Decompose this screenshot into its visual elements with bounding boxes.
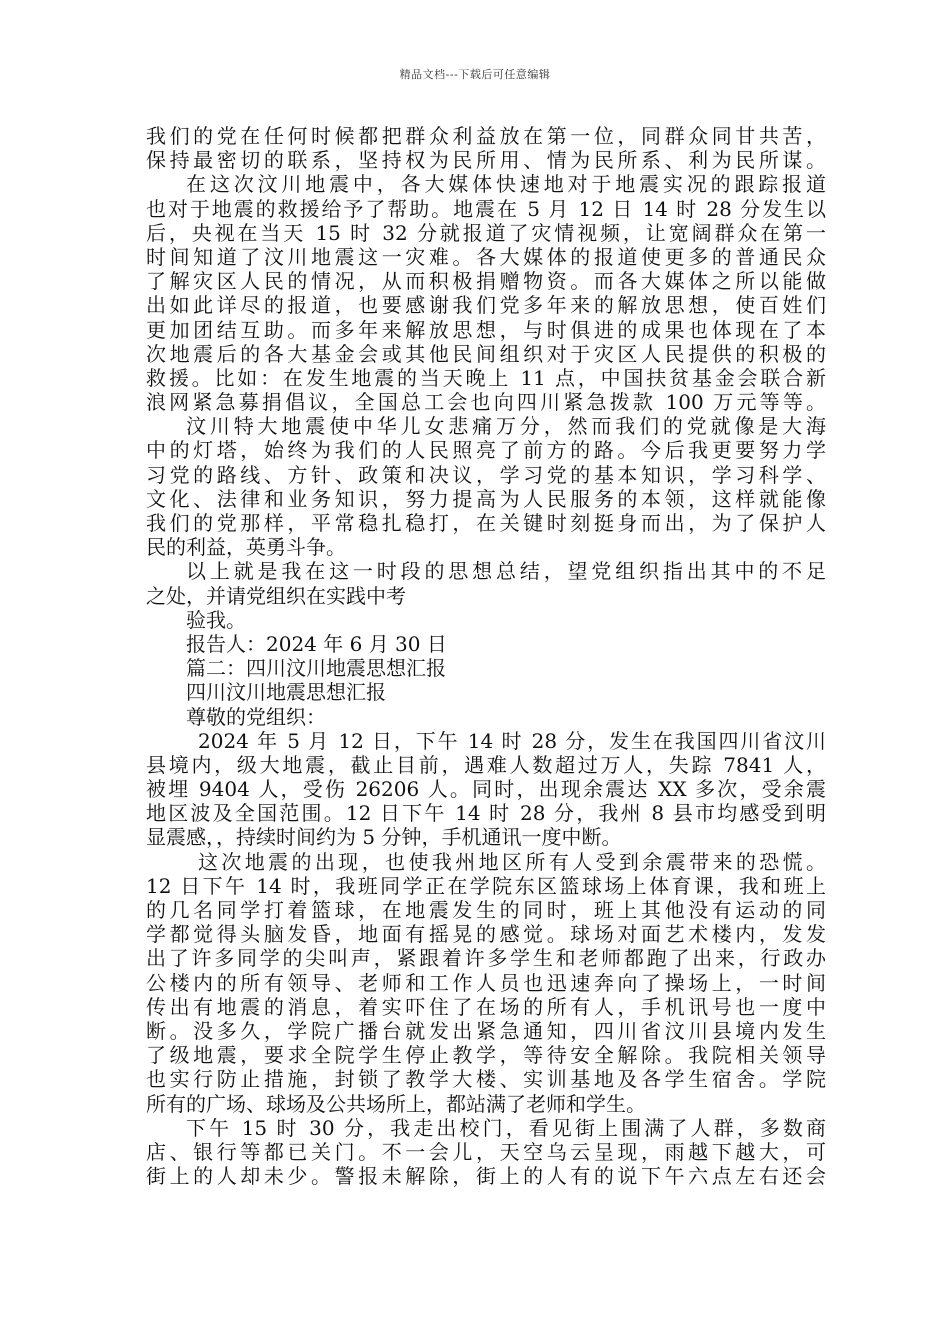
text-line: 报告人：2024 年 6 月 30 日 [186,631,447,656]
text-line: 公楼内的所有领导、老师和工作人员也迅速奔向了操场上，一时间 [146,970,826,995]
text-line: 传出有地震的消息，着实吓住了在场的所有人，手机讯号也一度中 [146,994,826,1019]
text-line: 民的利益，英勇斗争。 [146,535,346,560]
text-line: 出了许多同学的尖叫声，紧跟着许多学生和老师都跑了出来，行政办 [146,946,826,971]
text-line: 了级地震，要求全院学生停止教学，等待安全解除。我院相关领导 [146,1043,826,1068]
text-line: 验我。 [186,607,246,632]
text-line: 更加团结互助。而多年来解放思想，与时俱进的成果也体现在了本 [146,317,826,342]
text-line: 救援。比如：在发生地震的当天晚上 11 点，中国扶贫基金会联合新 [146,365,826,390]
text-line: 被埋 9404 人，受伤 26206 人。同时，出现余震达 XX 多次，受余震 [146,777,826,802]
text-line: 四川汶川地震思想汇报 [186,680,386,705]
text-line: 浪网紧急募捐倡议，全国总工会也向四川紧急拨款 100 万元等等。 [146,390,826,415]
text-line: 显震感，，持续时间约为 5 分钟，手机通讯一度中断。 [146,825,622,850]
text-line: 时间知道了汶川地震这一灾难。各大媒体的报道使更多的普通民众 [146,244,826,269]
text-line: 中的灯塔，始终为我们的人民照亮了前方的路。今后我更要努力学 [146,438,826,463]
text-line: 后，央视在当天 15 时 32 分就报道了灾情视频，让宽阔群众在第一 [146,220,826,245]
text-line: 我们的党在任何时候都把群众利益放在第一位，同群众同甘共苦， [146,124,826,148]
text-line: 街上的人却未少。警报未解除，街上的人有的说下午六点左右还会 [146,1164,826,1189]
page-header: 精品文档---下载后可任意编辑 [399,68,551,81]
text-line: 2024 年 5 月 12 日，下午 14 时 28 分，发生在我国四川省汶川 [198,728,826,753]
text-line: 出如此详尽的报道，也要感谢我们党多年来的解放思想，使百姓们 [146,293,826,318]
text-line: 的几名同学打着篮球，在地震发生的同时，班上其他没有运动的同 [146,898,826,922]
text-line: 下午 15 时 30 分，我走出校门，看见街上围满了人群，多数商 [186,1115,826,1140]
text-line: 我们的党那样，平常稳扎稳打，在关键时刻挺身而出，为了保护人 [146,511,826,535]
text-line: 习党的路线、方针、政策和决议，学习党的基本知识，学习科学、 [146,462,826,487]
text-line: 这次地震的出现，也使我州地区所有人受到余震带来的恐慌。 [198,849,826,874]
text-line: 店、银行等都已关门。不一会儿，天空乌云呈现，雨越下越大，可 [146,1139,826,1164]
text-line: 以上就是我在这一时段的思想总结，望党组织指出其中的不足 [186,559,826,584]
text-line: 地区波及全国范围。12 日下午 14 时 28 分，我州 8 县市均感受到明 [146,801,826,826]
text-line: 学都觉得头脑发昏，地面有摇晃的感觉。球场对面艺术楼内，发发 [146,922,826,947]
text-line: 篇二：四川汶川地震思想汇报 [186,656,446,681]
text-line: 了解灾区人民的情况，从而积极捐赠物资。而各大媒体之所以能做 [146,269,826,294]
text-line: 也实行防止措施，封锁了教学大楼、实训基地及各学生宿舍。学院 [146,1067,826,1092]
text-line: 在这次汶川地震中，各大媒体快速地对于地震实况的跟踪报道 [186,172,826,197]
text-line: 也对于地震的救援给予了帮助。地震在 5 月 12 日 14 时 28 分发生以 [146,196,826,221]
document-body [146,124,826,1188]
text-line: 次地震后的各大基金会或其他民间组织对于灾区人民提供的积极的 [146,341,826,366]
text-line: 所有的广场、球场及公共场所上，都站满了老师和学生。 [146,1091,646,1116]
text-line: 12 日下午 14 时，我班同学正在学院东区篮球场上体育课，我和班上 [146,873,826,898]
text-line: 县境内，级大地震，截止目前，遇难人数超过万人，失踪 7841 人， [146,752,826,777]
text-line: 断。没多久，学院广播台就发出紧急通知，四川省汶川县境内发生 [146,1018,826,1043]
text-line: 文化、法律和业务知识，努力提高为人民服务的本领，这样就能像 [146,486,826,511]
text-line: 汶川特大地震使中华儿女悲痛万分，然而我们的党就像是大海 [186,414,826,439]
text-line: 之处，并请党组织在实践中考 [146,583,406,608]
text-line: 尊敬的党组织： [186,704,326,729]
text-line: 保持最密切的联系，坚持权为民所用、情为民所系、利为民所谋。 [146,148,826,173]
